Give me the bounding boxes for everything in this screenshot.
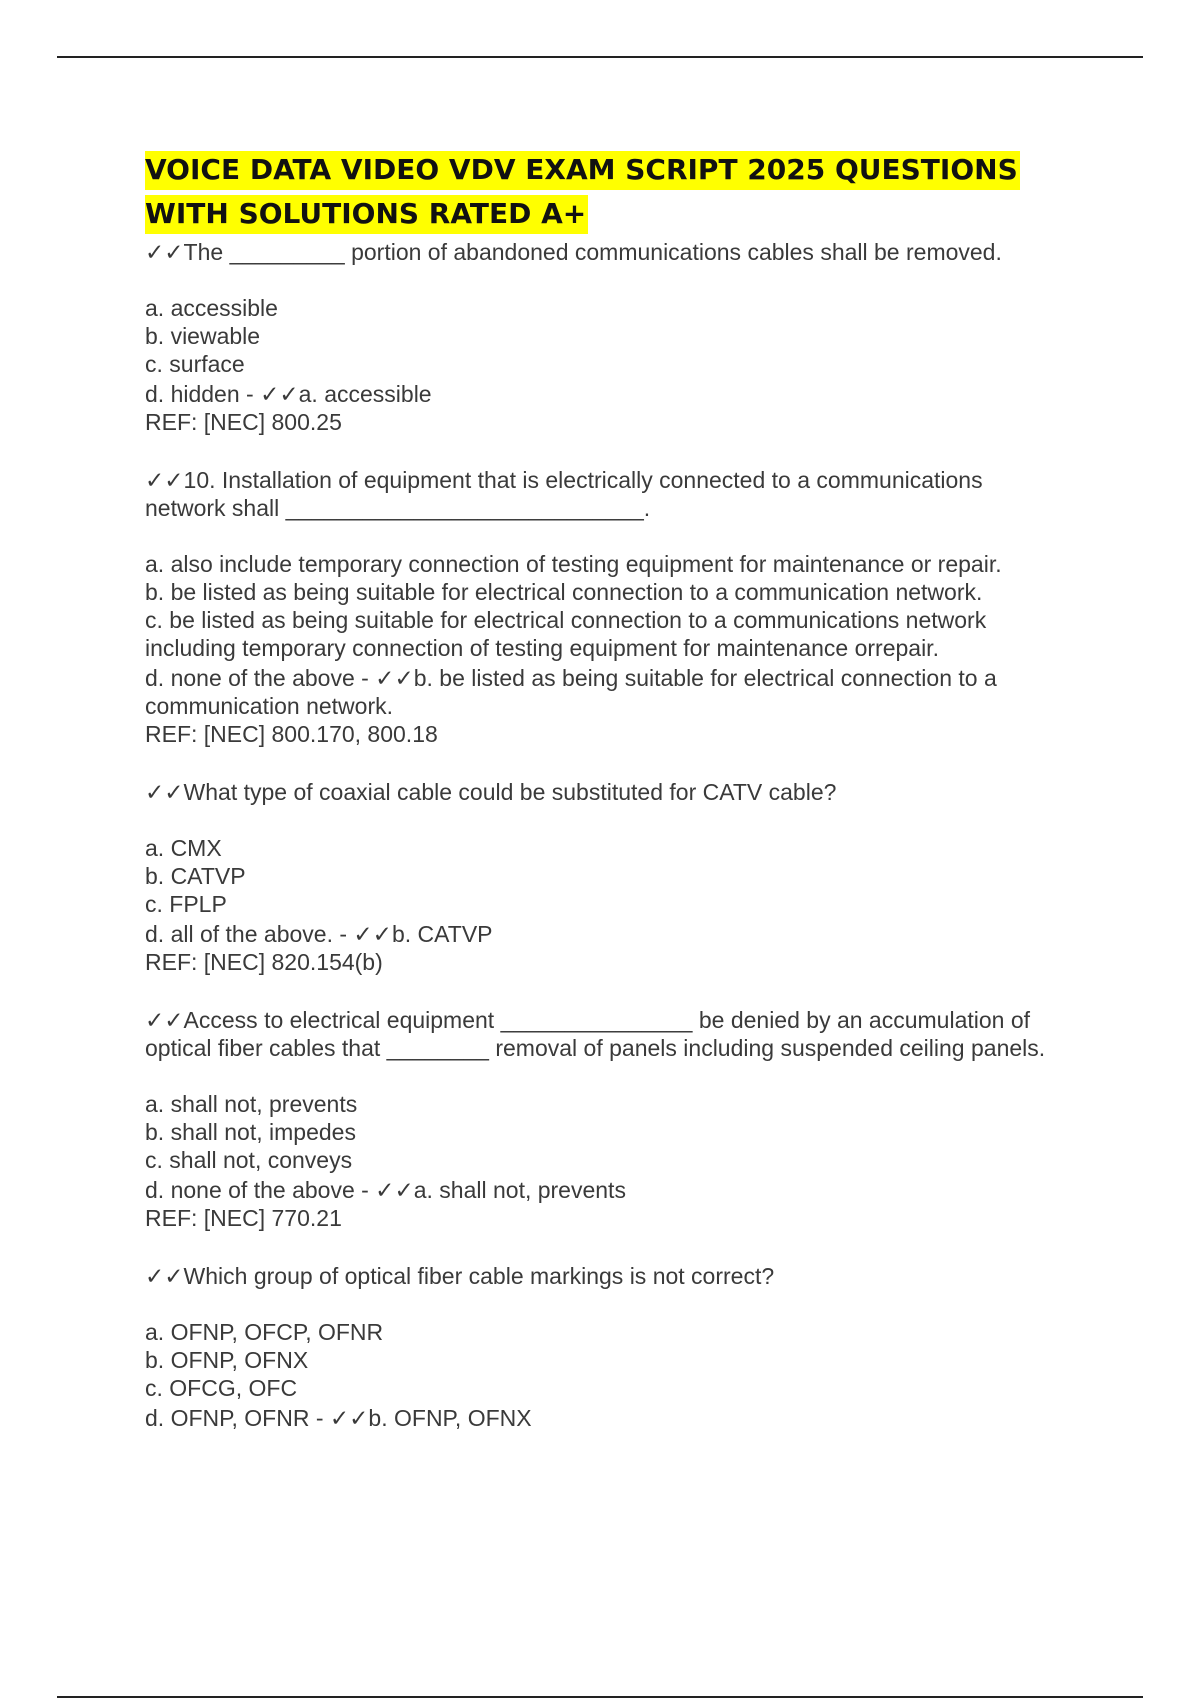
option-c-continued: including temporary connection of testing equipment for maintenance orrepair. — [145, 635, 939, 661]
question-3 — [145, 778, 1105, 976]
option-b: b. shall not, impedes — [145, 1119, 356, 1145]
option-list — [145, 294, 1105, 436]
answer: ✓✓b. CATVP — [353, 921, 493, 947]
question-2 — [145, 466, 1105, 748]
title-line-1: VOICE DATA VIDEO VDV EXAM SCRIPT 2025 QUESTIONS — [145, 151, 1020, 190]
option-d: d. none of the above - — [145, 665, 376, 691]
option-c: c. FPLP — [145, 891, 227, 917]
option-c: c. be listed as being suitable for electrical connection to a communications network — [145, 607, 987, 633]
option-a: a. accessible — [145, 295, 278, 321]
answer: ✓✓b. OFNP, OFNX — [329, 1405, 532, 1431]
question-4 — [145, 1006, 1105, 1232]
reference: REF: [NEC] 820.154(b) — [145, 949, 383, 975]
reference: REF: [NEC] 800.25 — [145, 409, 342, 435]
reference: REF: [NEC] 770.21 — [145, 1205, 342, 1231]
top-rule — [57, 56, 1143, 58]
option-d-with-answer — [145, 1404, 1105, 1432]
bottom-rule — [57, 1696, 1143, 1698]
option-b: b. be listed as being suitable for electrical connection to a communication network. — [145, 579, 983, 605]
option-list — [145, 550, 1105, 748]
option-d-with-answer — [145, 380, 1105, 408]
title-line-2: WITH SOLUTIONS RATED A+ — [145, 195, 588, 234]
question-1 — [145, 238, 1105, 436]
option-list — [145, 1318, 1105, 1432]
answer: ✓✓a. accessible — [260, 381, 432, 407]
option-d-with-answer — [145, 1176, 1105, 1204]
option-list — [145, 1090, 1105, 1232]
option-a: a. CMX — [145, 835, 222, 861]
option-d: d. OFNP, OFNR - — [145, 1405, 330, 1431]
document-body — [145, 148, 1105, 1462]
question-prompt-line-1: ✓✓Access to electrical equipment _______________ be denied by an accumulation of — [145, 1007, 1031, 1033]
option-d: d. all of the above. - — [145, 921, 354, 947]
document-title — [145, 148, 1105, 236]
option-d-with-answer — [145, 920, 1105, 948]
option-d: d. none of the above - — [145, 1177, 376, 1203]
question-prompt-line-2: optical fiber cables that ________ removal of panels including suspended ceiling panels. — [145, 1035, 1046, 1061]
question-prompt: ✓✓The _________ portion of abandoned communications cables shall be removed. — [145, 239, 1002, 265]
option-a: a. OFNP, OFCP, OFNR — [145, 1319, 384, 1345]
answer-continued: communication network. — [145, 693, 393, 719]
option-c: c. OFCG, OFC — [145, 1375, 298, 1401]
question-prompt-line-2: network shall ____________________________. — [145, 495, 651, 521]
question-prompt: ✓✓Which group of optical fiber cable markings is not correct? — [145, 1263, 775, 1289]
option-c: c. shall not, conveys — [145, 1147, 353, 1173]
option-list — [145, 834, 1105, 976]
answer: ✓✓b. be listed as being suitable for electrical connection to a — [375, 665, 997, 691]
reference: REF: [NEC] 800.170, 800.18 — [145, 721, 438, 747]
option-b: b. CATVP — [145, 863, 246, 889]
question-prompt-line-1: ✓✓10. Installation of equipment that is electrically connected to a communications — [145, 467, 983, 493]
option-d-with-answer — [145, 664, 1105, 692]
question-5 — [145, 1262, 1105, 1432]
answer: ✓✓a. shall not, prevents — [375, 1177, 626, 1203]
option-d: d. hidden - — [145, 381, 261, 407]
question-prompt: ✓✓What type of coaxial cable could be substituted for CATV cable? — [145, 779, 837, 805]
option-a: a. shall not, prevents — [145, 1091, 358, 1117]
option-a: a. also include temporary connection of testing equipment for maintenance or repair. — [145, 551, 1002, 577]
option-b: b. OFNP, OFNX — [145, 1347, 309, 1373]
option-b: b. viewable — [145, 323, 261, 349]
option-c: c. surface — [145, 351, 245, 377]
